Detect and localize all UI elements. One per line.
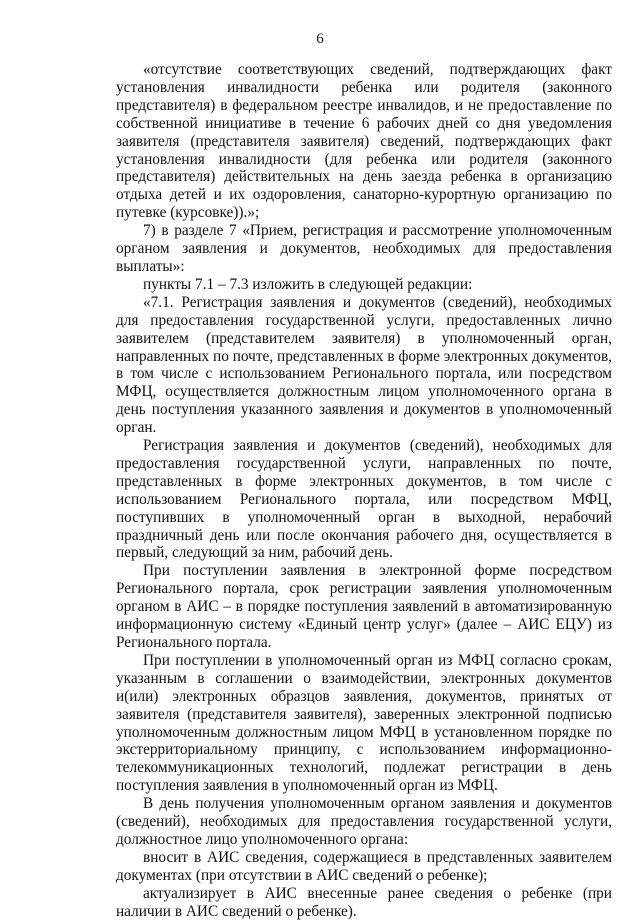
- paragraph-8: В день получения уполномоченным органом заявления и документов (сведений), необходимых для предоставления государственной услуги, должностное лицо уполномоченного органа:: [116, 795, 612, 848]
- paragraph-4: «7.1. Регистрация заявления и документов (сведений), необходимых для предоставления государственной услуги, предоставленных лично заявителем (представителем заявителя) в уполномоченный орган, направленных по почте, представленных в форме электронных документов, в том числе с использованием Регионального портала, или посредством МФЦ, осуществляется должностным лицом уполномоченного органа в день поступления указанного заявления и документов в уполномоченный орган.: [116, 293, 612, 437]
- paragraph-6: При поступлении заявления в электронной форме посредством Регионального портала, срок регистрации заявления уполномоченным органом в АИС – в порядке поступления заявлений в автоматизированную информационную систему «Единый центр услуг» (далее – АИС ЕЦУ) из Регионального портала.: [116, 562, 612, 651]
- paragraph-9: вносит в АИС сведения, содержащиеся в представленных заявителем документах (при отсутствии в АИС сведений о ребенке);: [116, 848, 612, 884]
- body-text: [116, 61, 612, 921]
- paragraph-5: Регистрация заявления и документов (сведений), необходимых для предоставления государственной услуги, направленных по почте, представленных в форме электронных документов, в том числе с использованием Регионального портала, или посредством МФЦ, поступивших в уполномоченный орган в выходной, нерабочий праздничный день или после окончания рабочего дня, осуществляется в первый, следующий за ним, рабочий день.: [116, 437, 612, 562]
- paragraph-2: 7) в разделе 7 «Прием, регистрация и рассмотрение уполномоченным органом заявления и документов, необходимых для предоставления выплаты»:: [116, 222, 612, 275]
- page-number: 6: [316, 31, 324, 47]
- paragraph-7: При поступлении в уполномоченный орган из МФЦ согласно срокам, указанным в соглашении о взаимодействии, электронных документов и(или) электронных образцов заявления, документов, принятых от заявителя (представителя заявителя), заверенных электронной подписью уполномоченным должностным лицом МФЦ в установленном порядке по экстерриториальному принципу, с использованием информационно-телекоммуникационных технологий, подлежат регистрации в день поступления заявления в уполномоченный орган из МФЦ.: [116, 651, 612, 795]
- paragraph-3: пункты 7.1 – 7.3 изложить в следующей редакции:: [143, 275, 473, 293]
- paragraph-1: «отсутствие соответствующих сведений, подтверждающих факт установления инвалидности ребенка или родителя (законного представителя) в федеральном реестре инвалидов, и не предоставление по собственной инициативе в течение 6 рабочих дней со дня уведомления заявителя (представителя заявителя) сведений, подтверждающих факт установления инвалидности (для ребенка или родителя (законного представителя) действительных на день заезда ребенка в организацию отдыха детей и их оздоровления, санаторно-курортную организацию по путевке (курсовке)).»;: [116, 61, 612, 222]
- paragraph-10: актуализирует в АИС внесенные ранее сведения о ребенке (при наличии в АИС сведений о ребенке).: [116, 884, 612, 920]
